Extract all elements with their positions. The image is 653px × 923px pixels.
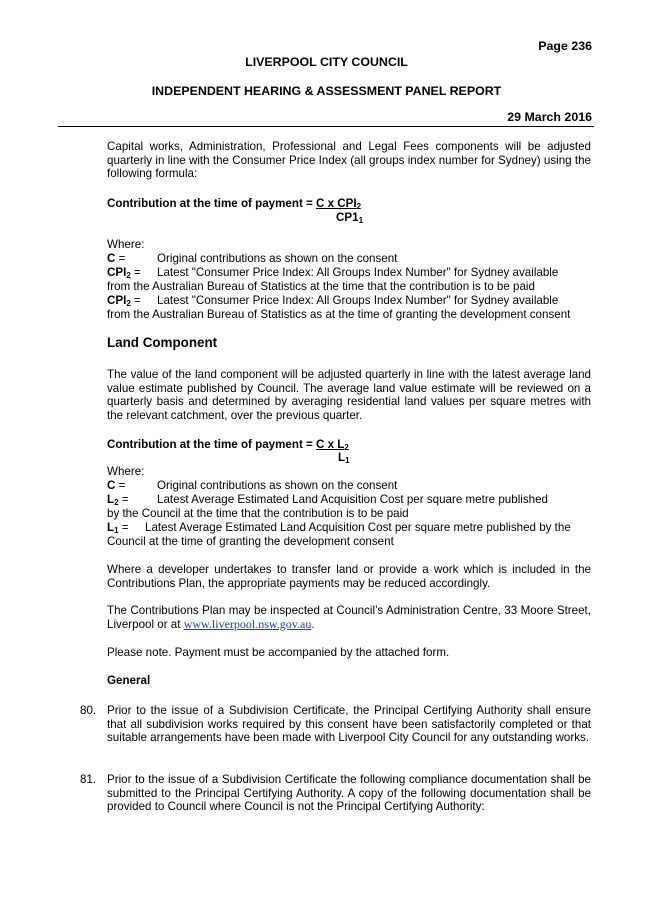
condition-80-number: 80. <box>80 704 97 717</box>
land-def-l2-cont: by the Council at the time that the contribution is to be paid <box>107 507 409 520</box>
capital-def-cpi2-b-cont: from the Australian Bureau of Statistics as at the time of granting the development consent <box>107 308 571 321</box>
land-def-c: C = Original contributions as shown on the consent <box>107 479 398 492</box>
cpi-formula-label: Contribution at the time of payment = <box>107 197 317 210</box>
capital-def-cpi2-a-cont: from the Australian Bureau of Statistics at the time that the contribution is to be paid <box>107 280 535 293</box>
condition-81-text: Prior to the issue of a Subdivision Certificate the following compliance documentation shall be submitted to the Principal Certifying Authority. A copy of the following documentation shall be provided to Council where Council is not the Principal Certifying Authority: <box>107 773 591 814</box>
land-where-label: Where: <box>107 465 145 478</box>
header-divider <box>58 126 594 127</box>
inspect-paragraph: The Contributions Plan may be inspected at Council’s Administration Centre, 33 Moore Street, Liverpool or at www.liverpool.nsw.gov.au. <box>107 604 591 631</box>
land-def-l1-cont: Council at the time of granting the development consent <box>107 535 394 548</box>
council-name: LIVERPOOL CITY COUNCIL <box>245 55 408 69</box>
land-formula-label: Contribution at the time of payment = <box>107 438 317 451</box>
report-title: INDEPENDENT HEARING & ASSESSMENT PANEL REPORT <box>151 84 502 98</box>
capital-def-cpi2-a: $CPI_2$ = Latest "Consumer Price Index: All Groups Index Number" for Sydney available <box>107 266 559 280</box>
transfer-paragraph: Where a developer undertakes to transfer land or provide a work which is included in the Contributions Plan, the appropriate payments may be reduced accordingly. <box>107 563 591 590</box>
land-component-heading: Land Component <box>107 335 218 350</box>
cpi-formula-denominator: $CP1_1$ <box>336 211 364 225</box>
capital-where-label: Where: <box>107 238 145 251</box>
condition-81-number: 81. <box>80 773 97 786</box>
payment-note: Please note. Payment must be accompanied by the attached form. <box>107 646 450 659</box>
cpi-formula <box>107 197 361 211</box>
general-heading: General <box>107 674 151 687</box>
land-intro-paragraph: The value of the land component will be adjusted quarterly in line with the latest average land value estimate published by Council. The average land value estimate will be reviewed on a quarterly basis and determined by averaging residential land values per square metres with the relevant catchment, over the previous quarter. <box>107 368 591 422</box>
land-def-l1: $L_1$ = Latest Average Estimated Land Acquisition Cost per square metre published by the <box>107 521 571 535</box>
capital-def-cpi2-b: $CPI_2$ = Latest "Consumer Price Index: All Groups Index Number" for Sydney available <box>107 294 559 308</box>
land-def-l2: $L_2$ = Latest Average Estimated Land Acquisition Cost per square metre published <box>107 493 548 507</box>
page-number: Page 236 <box>538 39 592 53</box>
condition-80-text: Prior to the issue of a Subdivision Certificate, the Principal Certifying Authority shall ensure that all subdivision works required by this consent have been satisfactorily completed or that suitable arrangements have been made with Liverpool City Council for any outstanding works. <box>107 704 591 745</box>
capital-def-c: C = Original contributions as shown on the consent <box>107 252 398 265</box>
land-formula-denominator: $L_1$ <box>338 451 350 465</box>
capital-intro-paragraph: Capital works, Administration, Professional and Legal Fees components will be adjusted quarterly in line with the Consumer Price Index (all groups index number for Sydney) using the following formula: <box>107 140 591 181</box>
report-date: 29 March 2016 <box>507 110 592 124</box>
land-formula <box>107 438 349 452</box>
council-website-link[interactable]: www.liverpool.nsw.gov.au <box>183 616 312 631</box>
land-formula-numerator: C x $L_2$ <box>316 438 349 452</box>
cpi-formula-numerator: C x $CPI_2$ <box>316 197 362 211</box>
